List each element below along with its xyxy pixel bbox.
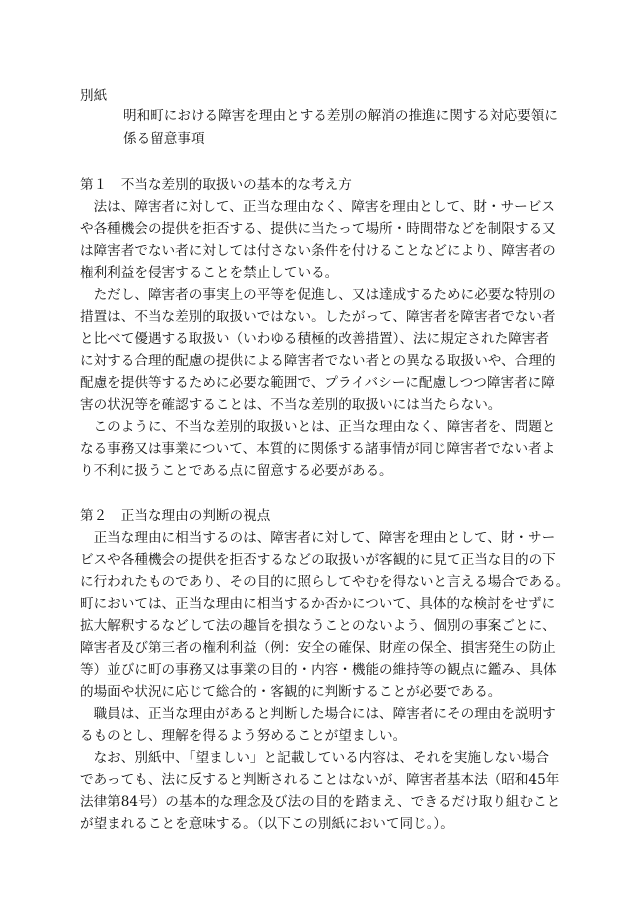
- section-2-line: が望まれることを意味する。（以下この別紙において同じ。）。: [80, 816, 454, 832]
- section-2-line: 正当な理由に相当するのは、障害者に対して、障害を理由として、財・サー: [80, 530, 556, 546]
- attachment-label: 別紙: [80, 88, 108, 104]
- section-2-line: ビスや各種機会の提供を拒否するなどの取扱いが客観的に見て正当な目的の下: [80, 552, 556, 568]
- section-1-line: 法は、障害者に対して、正当な理由なく、障害を理由として、財・サービス: [80, 199, 555, 215]
- section-2-line: 障害者及び第三者の権利利益（例：安全の確保、財産の保全、損害発生の防止: [80, 640, 556, 656]
- document-title-line-2: 係る留意事項: [123, 131, 205, 147]
- section-1-line: や各種機会の提供を拒否する、提供に当たって場所・時間帯などを制限する又: [80, 221, 556, 237]
- section-1-line: このように、不当な差別的取扱いとは、正当な理由なく、障害者を、問題と: [80, 419, 556, 435]
- section-1-line: 害の状況等を確認することは、不当な差別的取扱いには当たらない。: [80, 397, 502, 413]
- section-1-line: なる事務又は事業について、本質的に関係する諸事情が同じ障害者でない者よ: [80, 441, 556, 457]
- section-2-line: 等）並びに町の事務又は事業の目的・内容・機能の維持等の観点に鑑み、具体: [80, 662, 557, 678]
- section-1-line: 配慮を提供等するために必要な範囲で、プライバシーに配慮しつつ障害者に障: [80, 375, 555, 391]
- section-1-line: り不利に扱うことである点に留意する必要がある。: [80, 463, 393, 479]
- section-1-line: と比べて優遇する取扱い（いわゆる積極的改善措置）、法に規定された障害者: [80, 331, 549, 347]
- section-1-line: 権利利益を侵害することを禁止している。: [80, 265, 339, 281]
- section-1-heading: 第１ 不当な差別的取扱いの基本的な考え方: [80, 177, 352, 193]
- section-1-line: は障害者でない者に対しては付さない条件を付けることなどにより、障害者の: [80, 243, 556, 259]
- section-2-line: 町においては、正当な理由に相当するか否かについて、具体的な検討をせずに: [80, 596, 556, 612]
- section-1-line: 措置は、不当な差別的取扱いではない。したがって、障害者を障害者でない者: [80, 309, 556, 325]
- section-2-line: 拡大解釈するなどして法の趣旨を損なうことのないよう、個別の事案ごとに、: [80, 618, 556, 634]
- section-1-line: に対する合理的配慮の提供による障害者でない者との異なる取扱いや、合理的: [80, 353, 556, 369]
- section-2-line: なお、別紙中、「望ましい」と記載している内容は、それを実施しない場合: [80, 750, 549, 766]
- section-2-line: るものとし、理解を得るよう努めることが望ましい。: [80, 728, 407, 744]
- section-1-line: ただし、障害者の事実上の平等を促進し、又は達成するために必要な特別の: [80, 287, 556, 303]
- section-2-line: 職員は、正当な理由があると判断した場合には、障害者にその理由を説明す: [80, 706, 556, 722]
- section-2-line: であっても、法に反すると判断されることはないが、障害者基本法（昭和45年: [80, 772, 560, 788]
- section-2-line: 的場面や状況に応じて総合的・客観的に判断することが必要である。: [80, 684, 502, 700]
- document-title-line-1: 明和町における障害を理由とする差別の解消の推進に関する対応要領に: [123, 108, 558, 124]
- section-2-line: 法律第84号）の基本的な理念及び法の目的を踏まえ、できるだけ取り組むこと: [80, 794, 561, 810]
- section-2-line: に行われたものであり、その目的に照らしてやむを得ないと言える場合である。: [80, 574, 570, 590]
- section-2-heading: 第２ 正当な理由の判断の視点: [80, 508, 271, 524]
